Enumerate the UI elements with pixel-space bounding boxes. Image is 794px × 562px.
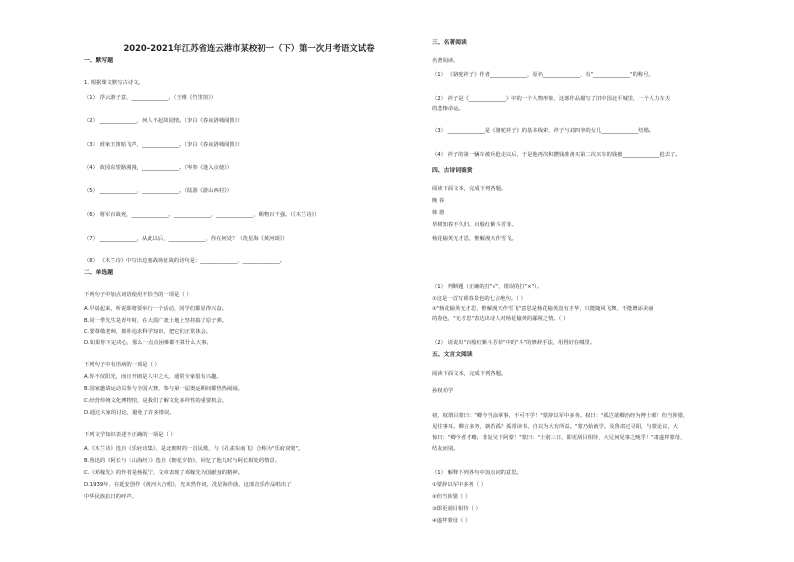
text-line: D.1939年，在延安创作《黄河大合唱》，光未然作词，冼星海作曲，这部音乐作品唱出了 [84, 482, 292, 488]
text-line: ①这是一首写暮春景色的七言绝句。（ ） [432, 296, 526, 302]
text-line: B.同一季先生是青年时，在大漠广袤土地上坚持搞了原子弹。 [84, 318, 228, 324]
text-line: 惊曰："卿今者才略，非复吴下阿蒙！"蒙曰："士别三日，即更刮目相待，大兄何见事之晚乎！"肃遂拜蒙母， [432, 435, 686, 441]
text-line: C.《邓稼先》的作者是杨振宁，文章表现了邓稼先为国献身的精神。 [84, 470, 243, 476]
text-line: 名著阅读。 [432, 58, 459, 64]
text-line: （1） 《骆驼祥子》作者______________，原名______________，有"______________"的称号。 [432, 72, 654, 78]
text-line: （7） ______________，从此以后，______________，你在何处？（冼星海《黄河颂》） [84, 236, 288, 242]
text-line: 阅读下面文本，完成下列各题。 [432, 371, 507, 377]
text-line: （4） 故园东望路漫漫，______________。（岑参《逢入京使》） [84, 165, 233, 171]
text-line: 下列句子中加点词语使用不恰当的一项是（ ） [84, 292, 192, 298]
text-line: （2） ______________，何人不起故园情。（李白《春夜洛城闻笛》） [84, 118, 243, 124]
text-line: ②但当涉猎（ ） [432, 494, 471, 500]
section-heading: 二、单选题 [84, 270, 113, 276]
text-line: 1. 根据课文默写古诗文。 [84, 80, 144, 86]
text-line: ①蒙辞以军中多务（ ） [432, 482, 487, 488]
text-line: B.国家邀请运动员参与全国大赛，参与第一届奥运期间都热热闹闹。 [84, 386, 243, 392]
text-line: 中华民族抗日的呼声。 [84, 494, 137, 500]
text-line: 草树知春不久归，百般红紫斗芳菲。 [432, 222, 517, 228]
text-line: B.鲁迅的《阿长与〈山海经〉》选自《朝花夕拾》，回忆了他儿时与阿长相处的情景。 [84, 458, 281, 464]
text-line: C.要尊敬老师，拙朴追求科学知识，把它们正常体会。 [84, 329, 212, 335]
text-line: （2） 请说出"百般红紫斗芳菲"中的"斗"的修辞手法，用得好在哪里。 [432, 340, 596, 346]
text-line: 阅读下面文本，完成下列各题。 [432, 186, 507, 192]
section-heading: 三、名著阅读 [432, 40, 467, 46]
text-line: 初，权谓吕蒙曰："卿今当涂掌事，不可不学！"蒙辞以军中多务。权曰："孤岂欲卿治经为博士邪！但当涉猎， [432, 413, 689, 419]
text-line: D.如果你下定决心，那么一点点困难都不算什么大事。 [84, 340, 212, 346]
text-line: 的悲惨命运。 [432, 106, 464, 112]
text-line: A.你不仅阳光，而且开朗是人中之大，通常全家很有兴趣。 [84, 374, 222, 380]
text-line: A.《木兰诗》选自《乐府诗集》，是北朝时的一首民歌，与《孔雀东南飞》合称为"乐府双璧"。 [84, 446, 304, 452]
text-line: D.通过大家的讨论，避免了许多错误。 [84, 410, 175, 416]
text-line: ③即更刮目相待（ ） [432, 506, 481, 512]
text-line: ②"杨花榆荚无才思，惟解漫天作雪飞"意思是杨花榆荚没有才华，只能随风飞舞，不能增添美丽 [432, 306, 654, 312]
text-line: （3） ______________是《骆驼祥子》的基本线索，祥子与刘四爷的女儿______________结婚。 [432, 128, 655, 134]
text-line: 结友而别。 [432, 446, 459, 452]
text-line: 见往事耳。卿言多务，孰若孤？孤常读书，自以为大有所益。"蒙乃始就学。及鲁肃过寻阳，与蒙论议，大 [432, 424, 679, 430]
text-line: 的春色，"无才思"表达出诗人对杨花榆荚的鄙视之情。（ ） [432, 316, 569, 322]
section-heading: 一、默写题 [84, 58, 113, 64]
text-line: （2） 祥子是《______________》中的一个人物形象，这部作品描写了旧中国北平城里，一个人力车夫 [432, 96, 671, 102]
text-line: C.经营传统文化博物馆，是我们了解文化多样性的重要机会。 [84, 398, 228, 404]
text-line: （3） 谁家玉笛暗飞声，______________。（李白《春夜洛城闻笛》） [84, 142, 243, 148]
text-line: （1） 浮云游子意，______________。（王维《竹里馆》） [84, 95, 217, 101]
exam-title: 2020-2021年江苏省连云港市某校初一（下）第一次月考语文试卷 [123, 43, 375, 53]
text-line: 孙权劝学 [432, 388, 454, 394]
text-line: 下列句子中有语病的一项是（ ） [84, 362, 160, 368]
text-line: （8） 《木兰诗》中写出边塞战场征战的诗句是：______________，______________。 [84, 258, 286, 264]
section-heading: 四、古诗词鉴赏 [432, 168, 473, 174]
text-line: 下列文学知识表述不正确的一项是（ ） [84, 432, 176, 438]
text-line: ④遂拜蒙母（ ） [432, 518, 471, 524]
section-heading: 五、文言文阅读 [432, 352, 473, 358]
text-line: （1） 解释下列各句中加点词的意思。 [432, 470, 522, 476]
text-line: 晚 春 [432, 198, 445, 204]
text-line: （1） 判断题（正确的打"√"，错误的打"×"）。 [432, 284, 543, 290]
text-line: （6） 将军百战死，______________。______________，______________，赐物百千强。（《木兰诗》） [84, 212, 320, 218]
text-line: 韩 愈 [432, 210, 445, 216]
text-line: 杨花榆荚无才思，惟解漫天作雪飞。 [432, 236, 517, 242]
text-line: （4） 祥子的第一辆车被兵抢走以后，于是他再次积攒钱准备买第二次买车的钱被______________抢去了。 [432, 152, 681, 158]
text-line: A.早晨起来，听说即将要举行一个活动，同学们都显得兴奋。 [84, 306, 227, 312]
text-line: （5） ______________，______________。（陆游《游山西村》） [84, 188, 233, 194]
